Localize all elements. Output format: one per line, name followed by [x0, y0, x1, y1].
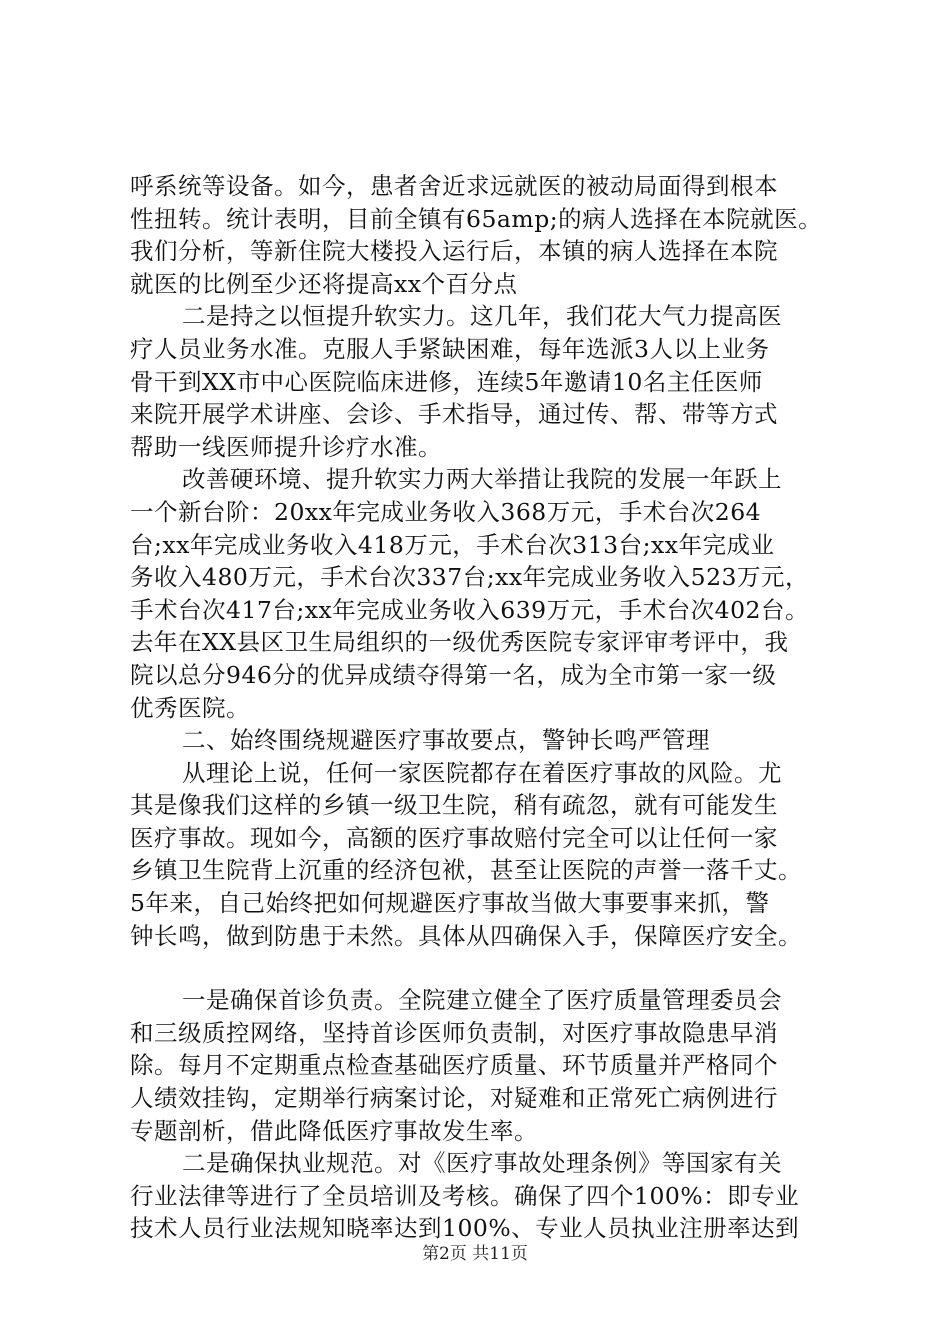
text-line: 5年来，自己始终把如何规避医疗事故当做大事要事来抓，警 — [130, 889, 770, 918]
text-line: 手术台次417台;xx年完成业务收入639万元，手术台次402台。 — [130, 595, 809, 624]
paragraph-development — [130, 463, 820, 724]
text-line: 务收入480万元，手术台次337台;xx年完成业务收入523万元， — [130, 563, 809, 592]
text-line: 优秀医院。 — [130, 693, 250, 722]
text-line: 呼系统等设备。如今，患者舍近求远就医的被动局面得到根本 — [130, 172, 778, 200]
text-line: 一个新台阶：20xx年完成业务收入368万元，手术台次264 — [130, 497, 762, 526]
text-line: 和三级质控网络，坚持首诊医师负责制，对医疗事故隐患早消 — [130, 1018, 778, 1047]
text-line: 台;xx年完成业务收入418万元，手术台次313台;xx年完成业 — [130, 530, 775, 559]
text-line: 性扭转。统计表明，目前全镇有65amp;的病人选择在本院就医。 — [130, 204, 823, 233]
text-line: 从理论上说，任何一家医院都存在着医疗事故的风险。尤 — [182, 758, 782, 787]
text-line: 疗人员业务水准。克服人手紧缺困难，每年选派3人以上业务 — [130, 334, 770, 363]
text-line: 改善硬环境、提升软实力两大举措让我院的发展一年跃上 — [182, 465, 782, 494]
text-line: 去年在XX县区卫生局组织的一级优秀医院专家评审考评中，我 — [130, 628, 789, 657]
text-line: 我们分析，等新住院大楼投入运行后，本镇的病人选择在本院 — [130, 237, 778, 266]
paragraph-gap — [130, 952, 820, 984]
paragraph-practice-norms — [130, 1147, 820, 1245]
text-line: 一是确保首诊负责。全院建立健全了医疗质量管理委员会 — [182, 986, 782, 1015]
text-line: 行业法律等进行了全员培训及考核。确保了四个100%：即专业 — [130, 1181, 800, 1210]
text-line: 二是确保执业规范。对《医疗事故处理条例》等国家有关 — [182, 1149, 782, 1178]
text-line: 医疗事故。现如今，高额的医疗事故赔付完全可以让任何一家 — [130, 823, 778, 852]
text-line: 技术人员行业法规知晓率达到100%、专业人员执业注册率达到 — [130, 1214, 800, 1243]
paragraph-first-diagnosis — [130, 984, 820, 1147]
text-line: 钟长鸣，做到防患于未然。具体从四确保入手，保障医疗安全。 — [130, 921, 802, 950]
text-line: 二是持之以恒提升软实力。这几年，我们花大气力提高医 — [182, 302, 782, 331]
text-line: 骨干到XX市中心医院临床进修，连续5年邀请10名主任医师 — [130, 367, 763, 396]
page-number: 第2页 共11页 — [422, 1244, 528, 1264]
text-line: 专题剖析，借此降低医疗事故发生率。 — [130, 1116, 538, 1145]
text-line: 其是像我们这样的乡镇一级卫生院，稍有疏忽，就有可能发生 — [130, 791, 778, 820]
text-line: 帮助一线医师提升诊疗水准。 — [130, 432, 442, 461]
text-line: 来院开展学术讲座、会诊、手术指导，通过传、帮、带等方式 — [130, 400, 778, 429]
text-line: 人绩效挂钩，定期举行病案讨论，对疑难和正常死亡病例进行 — [130, 1084, 778, 1113]
section-heading: 二、始终围绕规避医疗事故要点，警钟长鸣严管理 — [182, 726, 710, 755]
text-line: 院以总分946分的优异成绩夺得第一名，成为全市第一家一级 — [130, 660, 777, 689]
text-line: 除。每月不定期重点检查基础医疗质量、环节质量并严格同个 — [130, 1051, 778, 1080]
document-body — [130, 170, 823, 1245]
text-line: 乡镇卫生院背上沉重的经济包袱，甚至让医院的声誉一落千丈。 — [130, 856, 802, 885]
text-line: 就医的比例至少还将提高xx个百分点 — [130, 269, 518, 298]
paragraph-continuation — [130, 170, 823, 300]
paragraph-risk — [130, 757, 820, 953]
paragraph-soft-strength — [130, 300, 820, 463]
